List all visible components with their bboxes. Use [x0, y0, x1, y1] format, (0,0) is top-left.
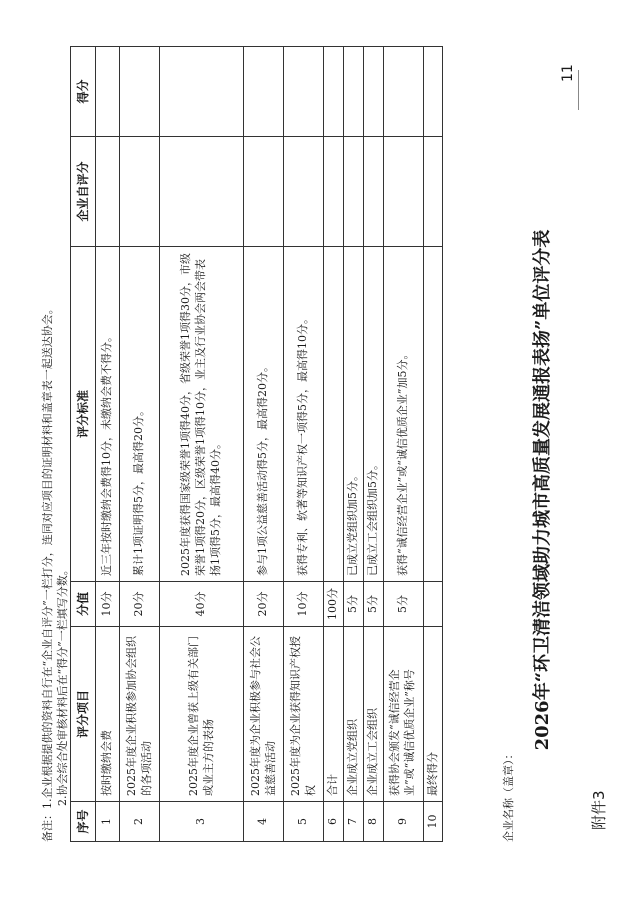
self-score-cell[interactable]: [423, 137, 443, 247]
score-table: [70, 46, 443, 842]
row-item: 2025年度为企业积极参与社会公益慈善活动: [244, 627, 284, 802]
row-criteria: [324, 247, 344, 582]
self-score-cell[interactable]: [160, 137, 244, 247]
row-score: 5分: [363, 582, 383, 627]
row-no: 1: [96, 802, 120, 842]
table-row: [363, 47, 383, 842]
table-row: [284, 47, 324, 842]
self-score-cell[interactable]: [343, 137, 363, 247]
final-score-cell[interactable]: [244, 47, 284, 137]
row-score: 10分: [96, 582, 120, 627]
row-criteria: 已成立工会组织加5分。: [363, 247, 383, 582]
footnote-1: 备注：1.企业根据提供的资料自行在“企业自评分”一栏打分，连同对应项目的证明材料和盖章表一起送达协会。: [41, 303, 54, 842]
row-criteria: 已成立党组织加5分。: [343, 247, 363, 582]
header-no: 序号: [71, 802, 96, 842]
self-score-cell[interactable]: [383, 137, 423, 247]
final-score-cell[interactable]: [423, 47, 443, 137]
header-item: 评分项目: [71, 627, 96, 802]
header-criteria: 评分标准: [71, 247, 96, 582]
row-criteria: 参与1项公益慈善活动得5分，最高得20分。: [244, 247, 284, 582]
final-score-cell[interactable]: [383, 47, 423, 137]
row-score: 20分: [120, 582, 160, 627]
row-item: 合计: [324, 627, 344, 802]
row-no: 9: [383, 802, 423, 842]
table-row: [423, 47, 443, 842]
row-score: 40分: [160, 582, 244, 627]
form-title: 2026年“环卫清洁领域助力城市高质量发展通报表扬”单位评分表: [532, 229, 553, 751]
row-score: 100分: [324, 582, 344, 627]
row-no: 5: [284, 802, 324, 842]
footnotes: [40, 303, 70, 842]
row-item: 2025年度企业积极参加协会组织的各项活动: [120, 627, 160, 802]
row-item: 企业成立党组织: [343, 627, 363, 802]
row-criteria: 获得“诚信经营企业”或“诚信优质企业”加5分。: [383, 247, 423, 582]
header-final-score: 得分: [71, 47, 96, 137]
annex-label: 附件3: [590, 790, 608, 830]
row-score: 10分: [284, 582, 324, 627]
self-score-cell[interactable]: [324, 137, 344, 247]
header-self-score: 企业自评分: [71, 137, 96, 247]
row-item: 最终得分: [423, 627, 443, 802]
final-score-cell[interactable]: [160, 47, 244, 137]
final-score-cell[interactable]: [96, 47, 120, 137]
row-score: 20分: [244, 582, 284, 627]
row-score: [423, 582, 443, 627]
row-item: 按时缴纳会费: [96, 627, 120, 802]
row-item: 企业成立工会组织: [363, 627, 383, 802]
final-score-cell[interactable]: [284, 47, 324, 137]
page-number-rule: [578, 70, 579, 110]
final-score-cell[interactable]: [363, 47, 383, 137]
table-row: [324, 47, 344, 842]
self-score-cell[interactable]: [96, 137, 120, 247]
row-item: 2025年度企业曾获上级有关部门或业主方的表扬: [160, 627, 244, 802]
table-row: [383, 47, 423, 842]
table-header-row: [71, 47, 96, 842]
table-row: [120, 47, 160, 842]
row-no: 3: [160, 802, 244, 842]
row-no: 10: [423, 802, 443, 842]
table-row: [244, 47, 284, 842]
company-name-label: 企业名称（盖章）：: [502, 748, 515, 842]
row-no: 8: [363, 802, 383, 842]
row-score: 5分: [343, 582, 363, 627]
final-score-cell[interactable]: [120, 47, 160, 137]
page-number: 11: [560, 64, 576, 82]
header-score: 分值: [71, 582, 96, 627]
table-row: [343, 47, 363, 842]
row-criteria: 累计1项证明得5分，最高得20分。: [120, 247, 160, 582]
row-criteria: 获得专利、软著等知识产权一项得5分，最高得10分。: [284, 247, 324, 582]
self-score-cell[interactable]: [244, 137, 284, 247]
row-criteria: [423, 247, 443, 582]
self-score-cell[interactable]: [363, 137, 383, 247]
row-no: 7: [343, 802, 363, 842]
table-row: [160, 47, 244, 842]
row-criteria: 2025年度获得国家级荣誉1项得40分，省级荣誉1项得30分，市级荣誉1项得20分，区级荣誉1项得10分，业主及行业协会两会带表扬1项得5分，最高得40分。: [160, 247, 244, 582]
row-no: 2: [120, 802, 160, 842]
self-score-cell[interactable]: [120, 137, 160, 247]
footnote-2: 2.协会综合处审核材料后在“得分”一栏填写分数。: [56, 564, 69, 806]
self-score-cell[interactable]: [284, 137, 324, 247]
row-no: 4: [244, 802, 284, 842]
row-item: 获得协会颁发“诚信经营企业”或“诚信优质企业”称号: [383, 627, 423, 802]
row-item: 2025年度为企业获得知识产权授权: [284, 627, 324, 802]
row-no: 6: [324, 802, 344, 842]
final-score-cell[interactable]: [324, 47, 344, 137]
table-row: [96, 47, 120, 842]
final-score-cell[interactable]: [343, 47, 363, 137]
row-score: 5分: [383, 582, 423, 627]
row-criteria: 近三年按时缴纳会费得10分，未缴纳会费不得分。: [96, 247, 120, 582]
